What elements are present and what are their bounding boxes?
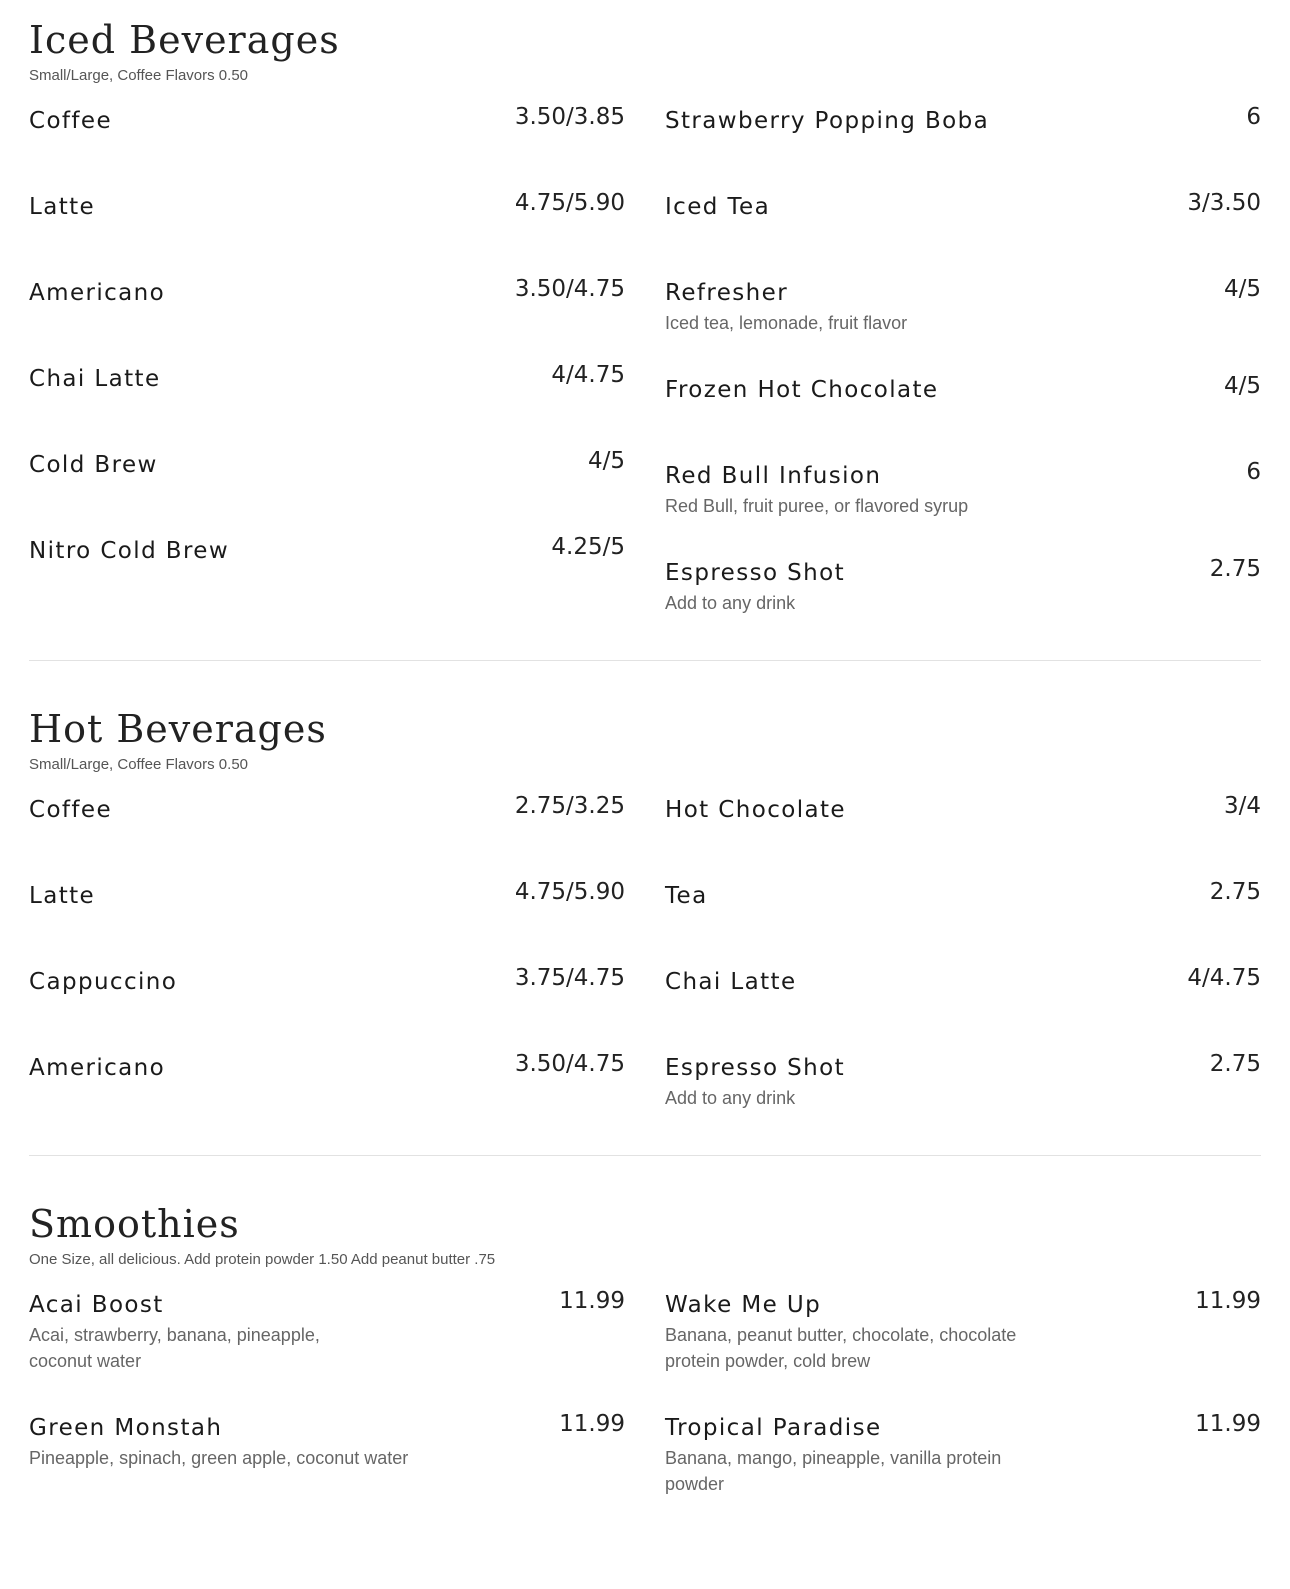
menu-item-price: 3.75/4.75: [514, 965, 625, 991]
menu-item-name: Nitro Cold Brew: [29, 538, 230, 564]
menu-item: [29, 876, 625, 928]
menu-item-price: 4.75/5.90: [514, 190, 625, 216]
menu-item-name: Cold Brew: [29, 452, 158, 478]
menu-item: [29, 359, 625, 411]
menu-item: [665, 876, 1261, 928]
menu-item-description: Add to any drink: [665, 1088, 796, 1108]
menu-item-name: Green Monstah: [29, 1415, 223, 1441]
menu-item-description: Banana, mango, pineapple, vanilla protein powder: [665, 1448, 1002, 1494]
menu-sections: [29, 14, 1261, 1531]
menu-item-price: 3/4: [1223, 793, 1261, 819]
menu-item: [665, 1408, 1261, 1497]
menu-item: [665, 1048, 1261, 1111]
menu-item: [29, 1285, 625, 1374]
menu-item-price: 4/4.75: [1187, 965, 1261, 991]
menu-item: [665, 370, 1261, 422]
menu-item-name: Espresso Shot: [665, 560, 846, 586]
menu-item: [29, 790, 625, 842]
menu-column-left: [29, 101, 625, 650]
menu-item: [665, 101, 1261, 153]
section-title: Hot Beverages: [29, 707, 327, 751]
menu-item: [665, 1285, 1261, 1374]
menu-item-price: 2.75: [1209, 879, 1261, 905]
section-subtitle: Small/Large, Coffee Flavors 0.50: [29, 756, 249, 773]
menu-item: [29, 273, 625, 325]
menu-item: [29, 1048, 625, 1100]
menu-item-name: Refresher: [665, 280, 789, 306]
menu-item-price: 2.75/3.25: [514, 793, 625, 819]
menu-item-price: 4/5: [1223, 373, 1261, 399]
menu-item-price: 3/3.50: [1187, 190, 1261, 216]
menu-item-price: 6: [1246, 459, 1261, 485]
menu-item-price: 11.99: [559, 1411, 625, 1437]
menu-item-description: Pineapple, spinach, green apple, coconut water: [29, 1448, 409, 1468]
menu-item-name: Wake Me Up: [665, 1292, 822, 1318]
menu-section: [29, 14, 1261, 650]
section-title: Smoothies: [29, 1202, 240, 1246]
menu-item: [665, 790, 1261, 842]
menu-item-description: Add to any drink: [665, 593, 796, 613]
menu-item-price: 2.75: [1209, 556, 1261, 582]
menu-item-price: 4/5: [587, 448, 625, 474]
menu-item-name: Red Bull Infusion: [665, 463, 882, 489]
menu-item: [665, 187, 1261, 239]
menu-column-left: [29, 790, 625, 1145]
menu-column-right: [665, 790, 1261, 1145]
menu-column-right: [665, 1285, 1261, 1531]
menu-item-price: 4/5: [1223, 276, 1261, 302]
section-divider: [29, 1155, 1261, 1156]
section-subtitle: Small/Large, Coffee Flavors 0.50: [29, 67, 249, 84]
menu-item-name: Chai Latte: [665, 969, 797, 995]
menu-item-price: 3.50/3.85: [514, 104, 625, 130]
menu-item-name: Coffee: [29, 108, 113, 134]
menu-item-name: Tea: [665, 883, 708, 909]
menu-item: [665, 456, 1261, 519]
menu-item-name: Tropical Paradise: [665, 1415, 882, 1441]
menu-item-description: Acai, strawberry, banana, pineapple, coconut water: [29, 1325, 320, 1371]
menu-item-description: Banana, peanut butter, chocolate, chocolate protein powder, cold brew: [665, 1325, 1017, 1371]
menu-item-name: Cappuccino: [29, 969, 178, 995]
menu-item-name: Chai Latte: [29, 366, 161, 392]
menu-item: [29, 962, 625, 1014]
menu-item-name: Latte: [29, 194, 96, 220]
menu-item: [29, 101, 625, 153]
menu-item-price: 11.99: [1195, 1288, 1261, 1314]
menu-item-price: 4/4.75: [551, 362, 625, 388]
menu-item: [665, 273, 1261, 336]
menu-page: [29, 0, 1261, 1531]
menu-item-name: Americano: [29, 1055, 166, 1081]
menu-item-price: 11.99: [1195, 1411, 1261, 1437]
menu-item-name: Espresso Shot: [665, 1055, 846, 1081]
menu-item-name: Strawberry Popping Boba: [665, 108, 990, 134]
menu-item-description: Iced tea, lemonade, fruit flavor: [665, 313, 908, 333]
menu-item-name: Iced Tea: [665, 194, 771, 220]
menu-columns: [29, 101, 1261, 650]
menu-item: [665, 962, 1261, 1014]
section-title: Iced Beverages: [29, 18, 340, 62]
menu-item: [29, 531, 625, 583]
menu-item-description: Red Bull, fruit puree, or flavored syrup: [665, 496, 969, 516]
section-divider: [29, 660, 1261, 661]
menu-item-name: Frozen Hot Chocolate: [665, 377, 939, 403]
menu-item-price: 4.75/5.90: [514, 879, 625, 905]
menu-item-price: 3.50/4.75: [514, 276, 625, 302]
menu-item-price: 3.50/4.75: [514, 1051, 625, 1077]
menu-item-name: Coffee: [29, 797, 113, 823]
menu-section: [29, 1198, 1261, 1531]
menu-item-name: Acai Boost: [29, 1292, 164, 1318]
menu-item-price: 6: [1246, 104, 1261, 130]
menu-item-name: Hot Chocolate: [665, 797, 846, 823]
menu-item: [29, 187, 625, 239]
menu-columns: [29, 1285, 1261, 1531]
section-subtitle: One Size, all delicious. Add protein powder 1.50 Add peanut butter .75: [29, 1251, 496, 1268]
menu-item-price: 11.99: [559, 1288, 625, 1314]
menu-columns: [29, 790, 1261, 1145]
menu-column-left: [29, 1285, 625, 1531]
menu-item-price: 4.25/5: [551, 534, 625, 560]
menu-item: [665, 553, 1261, 616]
menu-item-name: Americano: [29, 280, 166, 306]
menu-item-price: 2.75: [1209, 1051, 1261, 1077]
menu-item: [29, 445, 625, 497]
menu-section: [29, 703, 1261, 1145]
menu-item: [29, 1408, 625, 1471]
menu-item-name: Latte: [29, 883, 96, 909]
menu-column-right: [665, 101, 1261, 650]
